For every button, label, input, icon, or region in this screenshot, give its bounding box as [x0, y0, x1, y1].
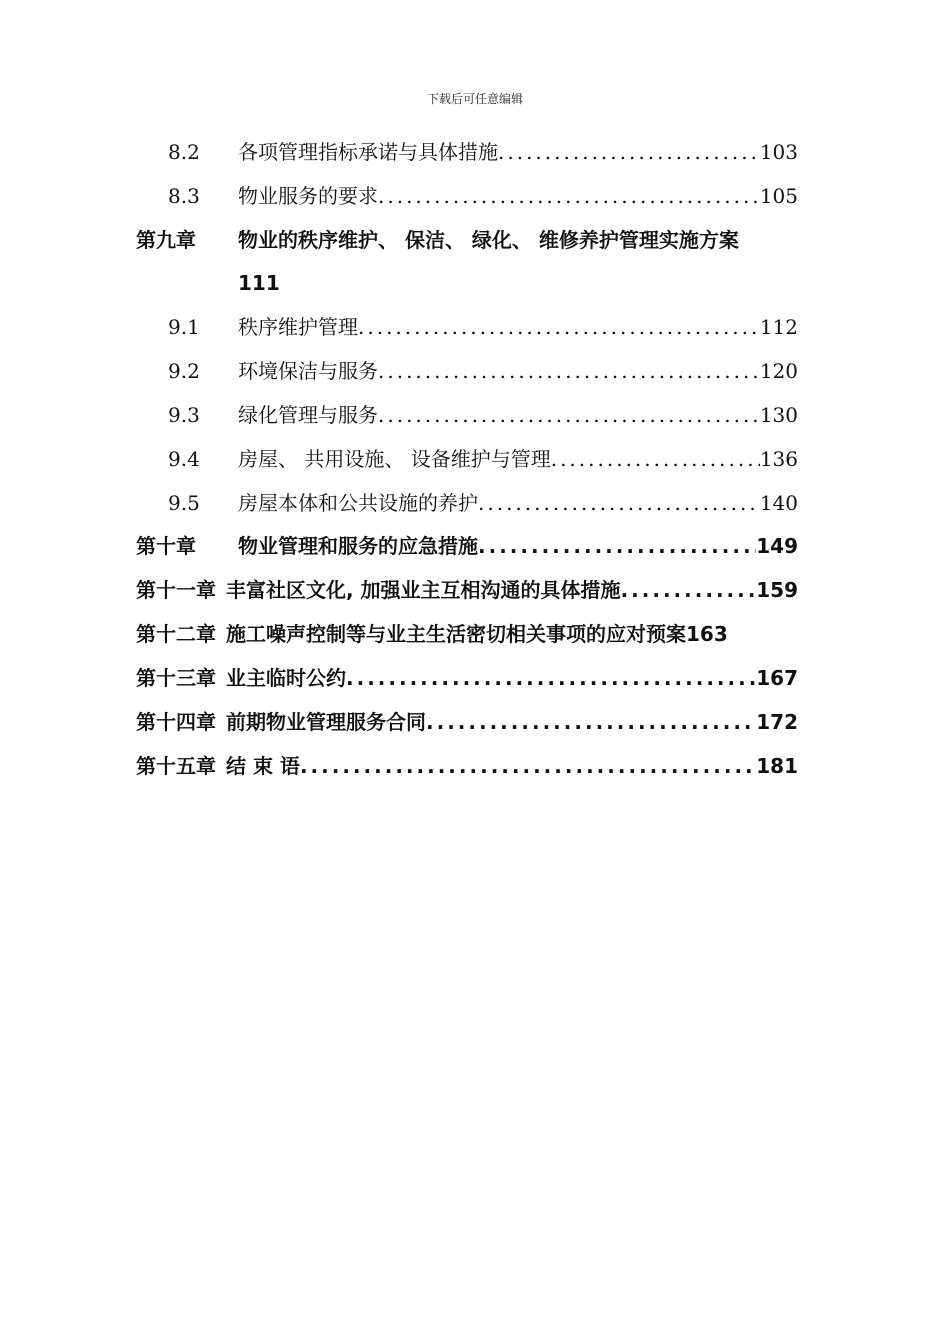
toc-leader-dots: [358, 312, 760, 342]
toc-entry[interactable]: [0, 181, 950, 211]
toc-entry-title: 环境保洁与服务: [238, 359, 378, 383]
toc-chapter-label: 第十章: [136, 534, 196, 558]
toc-leader-dots: [551, 444, 760, 474]
toc-section-number: 9.5: [168, 491, 200, 515]
toc-leader-dots: [346, 663, 756, 693]
toc-chapter-label: 第十五章: [136, 754, 216, 778]
toc-leader-dots: [378, 400, 760, 430]
toc-section-number: 9.4: [168, 447, 200, 471]
toc-entry-title: 业主临时公约: [226, 666, 346, 690]
toc-section-number: 8.3: [168, 184, 200, 208]
toc-entry[interactable]: [0, 444, 950, 474]
toc-page-number: 136: [759, 447, 798, 471]
toc-entry[interactable]: [0, 137, 950, 167]
toc-page-number: 105: [759, 184, 798, 208]
toc-entry-title: 秩序维护管理: [238, 315, 358, 339]
toc-page-number: 140: [759, 491, 798, 515]
toc-entry[interactable]: [0, 400, 950, 430]
toc-section-number: 9.1: [168, 315, 200, 339]
toc-chapter-entry[interactable]: [0, 751, 950, 781]
toc-leader-dots: [498, 137, 760, 167]
toc-chapter-entry[interactable]: [0, 707, 950, 737]
toc-leader-dots: [478, 531, 756, 561]
toc-chapter-label: 第十二章: [136, 622, 216, 646]
toc-chapter-entry[interactable]: [0, 531, 950, 561]
toc-page-number: 172: [756, 710, 798, 734]
page-header: 下载后可任意编辑: [426, 92, 523, 106]
toc-page-number: 112: [759, 315, 798, 339]
toc-entry-title: 物业的秩序维护、 保洁、 绿化、 维修养护管理实施方案: [238, 228, 739, 252]
toc-entry[interactable]: [0, 312, 950, 342]
toc-leader-dots: [378, 181, 760, 211]
toc-entry-title: 绿化管理与服务: [238, 403, 378, 427]
toc-entry-title: 前期物业管理服务合同: [226, 710, 426, 734]
toc-chapter-entry-continued: [0, 268, 950, 298]
toc-page-number: 159: [756, 578, 798, 602]
toc-chapter-entry[interactable]: [0, 663, 950, 693]
toc-entry-title: 物业服务的要求: [238, 184, 378, 208]
toc-leader-dots: [478, 488, 760, 518]
toc-chapter-label: 第十一章: [136, 578, 216, 602]
toc-page-number: 111: [238, 271, 280, 295]
toc-leader-dots: [378, 356, 760, 386]
toc-entry[interactable]: [0, 488, 950, 518]
toc-chapter-label: 第十四章: [136, 710, 216, 734]
toc-section-number: 9.2: [168, 359, 200, 383]
toc-entry[interactable]: [0, 356, 950, 386]
toc-page-number: 130: [759, 403, 798, 427]
toc-entry-title: 各项管理指标承诺与具体措施: [238, 140, 498, 164]
toc-section-number: 9.3: [168, 403, 200, 427]
toc-chapter-entry[interactable]: [0, 619, 950, 649]
toc-page-number: 149: [756, 534, 798, 558]
toc-section-number: 8.2: [168, 140, 200, 164]
toc-entry-title: 房屋、 共用设施、 设备维护与管理: [238, 447, 551, 471]
toc-chapter-entry[interactable]: [0, 575, 950, 605]
toc-entry-title: 结 束 语: [226, 754, 300, 778]
toc-entry-title: 丰富社区文化, 加强业主互相沟通的具体措施: [226, 578, 621, 602]
toc-entry-title: 施工噪声控制等与业主生活密切相关事项的应对预案: [226, 622, 686, 646]
toc-page-number: 167: [756, 666, 798, 690]
toc-chapter-label: 第十三章: [136, 666, 216, 690]
toc-page-number: 120: [759, 359, 798, 383]
toc-leader-dots: [621, 575, 757, 605]
toc-leader-dots: [426, 707, 756, 737]
toc-entry-title: 房屋本体和公共设施的养护: [238, 491, 478, 515]
toc-page-number: 163: [686, 622, 728, 646]
toc-entry-title: 物业管理和服务的应急措施: [238, 534, 478, 558]
toc-chapter-entry[interactable]: [0, 225, 950, 255]
toc-chapter-label: 第九章: [136, 228, 196, 252]
toc-leader-dots: [300, 751, 756, 781]
toc-page-number: 103: [759, 140, 798, 164]
toc-page-number: 181: [756, 754, 798, 778]
